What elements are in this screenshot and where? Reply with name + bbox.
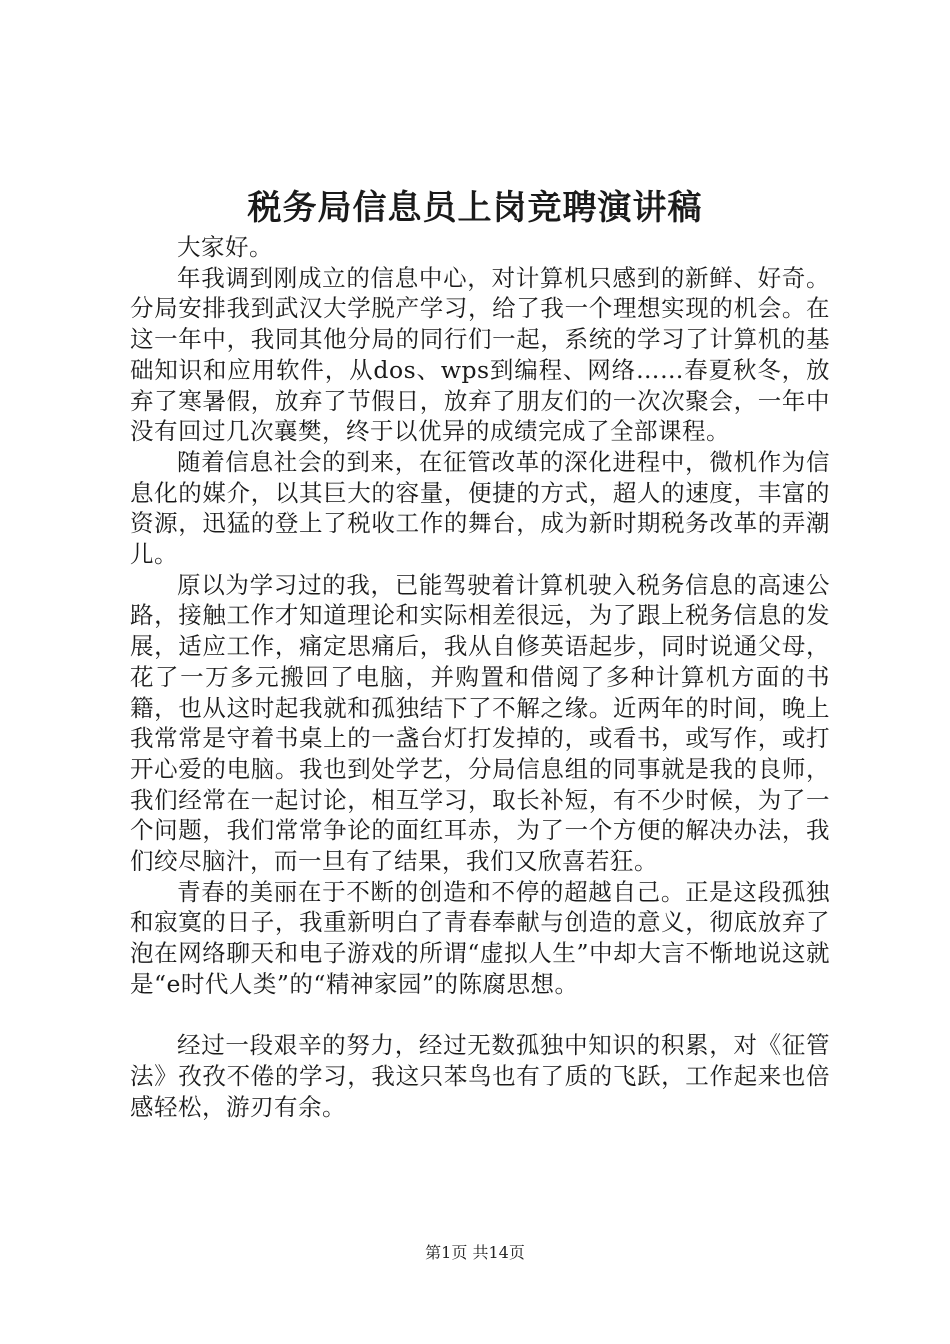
paragraph: 青春的美丽在于不断的创造和不停的超越自己。正是这段孤独和寂寞的日子，我重新明白了青春奉献与创造的意义，彻底放弃了泡在网络聊天和电子游戏的所谓“虚拟人生”中却大言不惭地说这就是“e时代人类”的“精神家园”的陈腐思想。 <box>130 877 830 998</box>
page-footer <box>0 1242 950 1264</box>
page-number: 第1页 <box>425 1243 468 1262</box>
document-body <box>130 232 830 1122</box>
paragraph: 随着信息社会的到来，在征管改革的深化进程中，微机作为信息化的媒介，以其巨大的容量，便捷的方式，超人的速度，丰富的资源，迅猛的登上了税收工作的舞台，成为新时期税务改革的弄潮儿。 <box>130 447 830 569</box>
paragraph: 经过一段艰辛的努力，经过无数孤独中知识的积累，对《征管法》孜孜不倦的学习，我这只苯鸟也有了质的飞跃，工作起来也倍感轻松，游刃有余。 <box>130 1031 830 1121</box>
page-total: 共14页 <box>472 1243 525 1262</box>
paragraph-greeting: 大家好。 <box>177 233 273 261</box>
document-title: 税务局信息员上岗竞聘演讲稿 <box>247 188 703 228</box>
paragraph: 原以为学习过的我，已能驾驶着计算机驶入税务信息的高速公路，接触工作才知道理论和实际相差很远，为了跟上税务信息的发展，适应工作，痛定思痛后，我从自修英语起步，同时说通父母，花了一万多元搬回了电脑，并购置和借阅了多种计算机方面的书籍，也从这时起我就和孤独结下了不解之缘。近两年的时间，晚上我常常是守着书桌上的一盏台灯打发掉的，或看书，或写作，或打开心爱的电脑。我也到处学艺，分局信息组的同事就是我的良师，我们经常在一起讨论，相互学习，取长补短，有不少时候，为了一个问题，我们常常争论的面红耳赤，为了一个方便的解决办法，我们绞尽脑汁，而一旦有了结果，我们又欣喜若狂。 <box>130 570 830 876</box>
paragraph: 年我调到刚成立的信息中心，对计算机只感到的新鲜、好奇。分局安排我到武汉大学脱产学习，给了我一个理想实现的机会。在这一年中，我同其他分局的同行们一起，系统的学习了计算机的基础知识和应用软件，从dos、wps到编程、网络……春夏秋冬，放弃了寒暑假，放弃了节假日，放弃了朋友们的一次次聚会，一年中没有回过几次襄樊，终于以优异的成绩完成了全部课程。 <box>130 263 830 446</box>
